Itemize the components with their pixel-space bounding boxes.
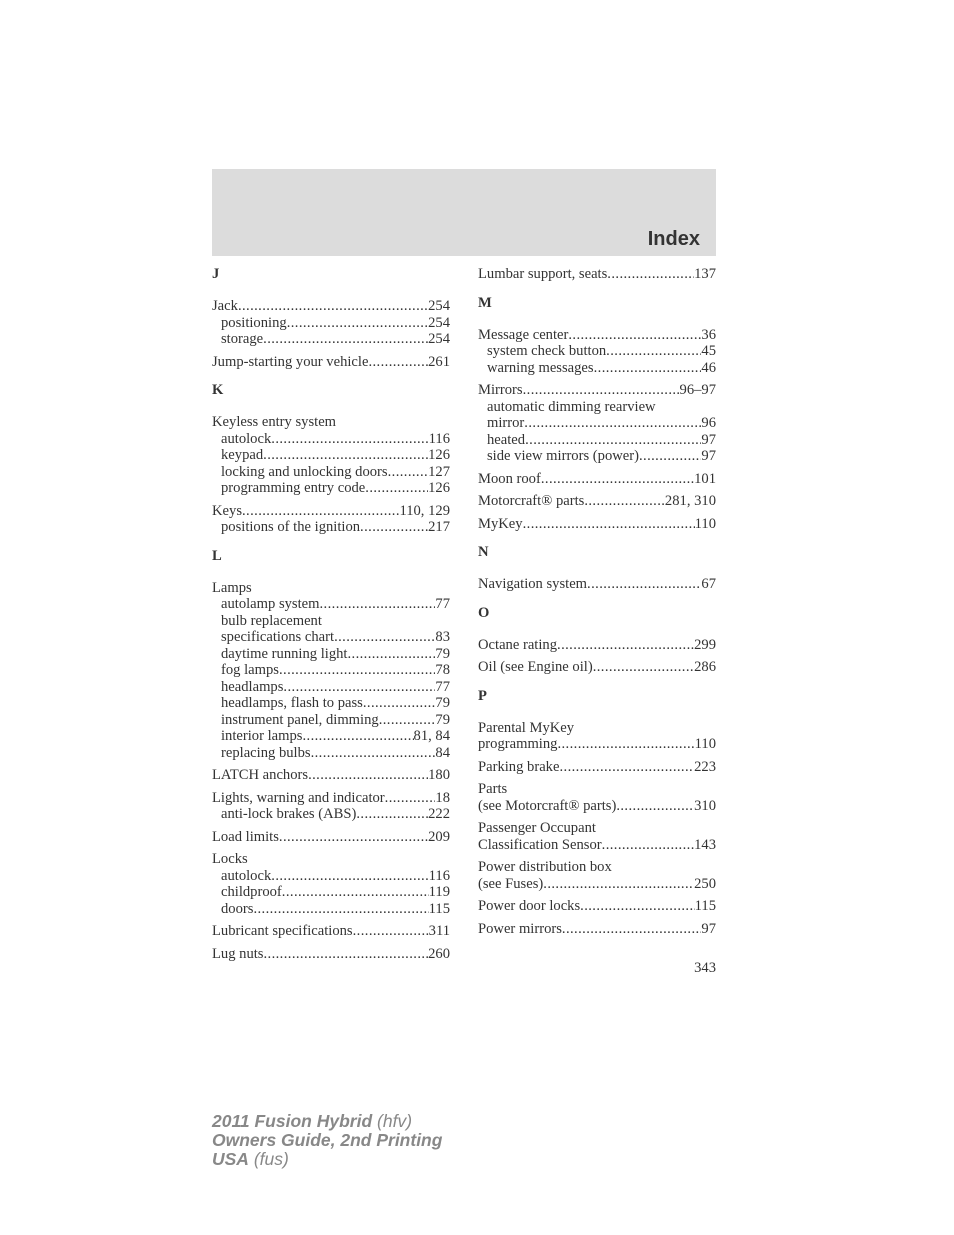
index-entry: doors ..... 115 — [212, 901, 450, 918]
index-entry: positioning ..... 254 — [212, 315, 450, 332]
section-letter-l: L — [212, 547, 222, 564]
index-entry: Lubricant specifications ..... 311 — [212, 923, 450, 940]
page-number: 343 — [694, 960, 716, 976]
index-entry: Load limits ..... 209 — [212, 829, 450, 846]
index-entry: Jack ..... 254 — [212, 298, 450, 315]
index-entry: (see Fuses) ..... 250 — [478, 876, 716, 893]
index-entry: Parking brake ..... 223 — [478, 759, 716, 776]
section-letter-j: J — [212, 266, 220, 282]
section-letter-n: N — [478, 544, 489, 560]
header-band — [212, 169, 716, 256]
index-entry: mirror ..... 96 — [478, 415, 716, 432]
index-column-right — [478, 266, 716, 937]
footer-region: USA — [212, 1149, 249, 1169]
index-entry: LATCH anchors ..... 180 — [212, 767, 450, 784]
page-title: Index — [647, 228, 700, 250]
index-entry: specifications chart ..... 83 — [212, 629, 450, 646]
index-entry: Message center ..... 36 — [478, 327, 716, 344]
section-letter-m: M — [478, 294, 492, 311]
index-entry: Jump-starting your vehicle ..... 261 — [212, 354, 450, 371]
index-entry: system check button ..... 45 — [478, 343, 716, 360]
index-entry: side view mirrors (power) ..... 97 — [478, 448, 716, 465]
index-entry: autolock ..... 116 — [212, 431, 450, 448]
index-entry: Moon roof ..... 101 — [478, 471, 716, 488]
index-entry: autolock ..... 116 — [212, 868, 450, 885]
index-entry: Lamps — [212, 579, 252, 596]
index-entry: heated ..... 97 — [478, 432, 716, 449]
index-entry: Lug nuts ..... 260 — [212, 946, 450, 963]
index-column-left — [212, 266, 450, 962]
index-entry: programming entry code ..... 126 — [212, 480, 450, 497]
index-entry: Classification Sensor ..... 143 — [478, 837, 716, 854]
section-letter-k: K — [212, 382, 224, 398]
index-entry: Lights, warning and indicator ..... 18 — [212, 790, 450, 807]
index-entry: (see Motorcraft® parts) ..... 310 — [478, 798, 716, 815]
index-entry: Mirrors ..... 96–97 — [478, 382, 716, 399]
index-entry: Motorcraft® parts ..... 281, 310 — [478, 493, 716, 510]
index-entry: Oil (see Engine oil) ..... 286 — [478, 659, 716, 676]
index-entry: storage ..... 254 — [212, 331, 450, 348]
index-entry: keypad ..... 126 — [212, 447, 450, 464]
footer-model-code: (hfv) — [377, 1111, 413, 1131]
index-entry: headlamps ..... 77 — [212, 679, 450, 696]
index-entry: headlamps, flash to pass ..... 79 — [212, 695, 450, 712]
index-entry: replacing bulbs ..... 84 — [212, 745, 450, 762]
index-entry: autolamp system ..... 77 — [212, 596, 450, 613]
footer-region-code: (fus) — [253, 1149, 289, 1169]
index-entry: Parts — [478, 781, 508, 797]
index-entry: daytime running light ..... 79 — [212, 646, 450, 663]
index-entry: fog lamps ..... 78 — [212, 662, 450, 679]
index-entry: Keyless entry system — [212, 414, 337, 430]
index-entry: Keys ..... 110, 129 — [212, 503, 450, 520]
index-entry: anti-lock brakes (ABS) ..... 222 — [212, 806, 450, 823]
index-entry: Lumbar support, seats ..... 137 — [478, 266, 716, 283]
section-letter-p: P — [478, 687, 487, 704]
document-footer — [212, 1112, 442, 1169]
index-entry: automatic dimming rearview — [487, 398, 656, 415]
index-entry: childproof ..... 119 — [212, 884, 450, 901]
index-entry: Power distribution box — [478, 859, 612, 875]
index-entry: instrument panel, dimming ..... 79 — [212, 712, 450, 729]
index-entry: Power door locks ..... 115 — [478, 898, 716, 915]
index-entry: Locks — [212, 851, 248, 867]
index-entry: MyKey ..... 110 — [478, 516, 716, 533]
index-entry: Navigation system ..... 67 — [478, 576, 716, 593]
index-entry: programming ..... 110 — [478, 736, 716, 753]
footer-model: 2011 Fusion Hybrid — [212, 1111, 373, 1131]
index-entry: Parental MyKey — [478, 719, 575, 736]
section-letter-o: O — [478, 604, 490, 621]
footer-guide: Owners Guide, 2nd Printing — [212, 1130, 443, 1150]
index-entry: interior lamps ..... 81, 84 — [212, 728, 450, 745]
index-entry: bulb replacement — [221, 612, 322, 629]
index-entry: Passenger Occupant — [478, 820, 596, 836]
index-entry: locking and unlocking doors ..... 127 — [212, 464, 450, 481]
index-entry: Power mirrors ..... 97 — [478, 921, 716, 938]
index-entry: warning messages ..... 46 — [478, 360, 716, 377]
index-entry: Octane rating ..... 299 — [478, 637, 716, 654]
index-entry: positions of the ignition ..... 217 — [212, 519, 450, 536]
